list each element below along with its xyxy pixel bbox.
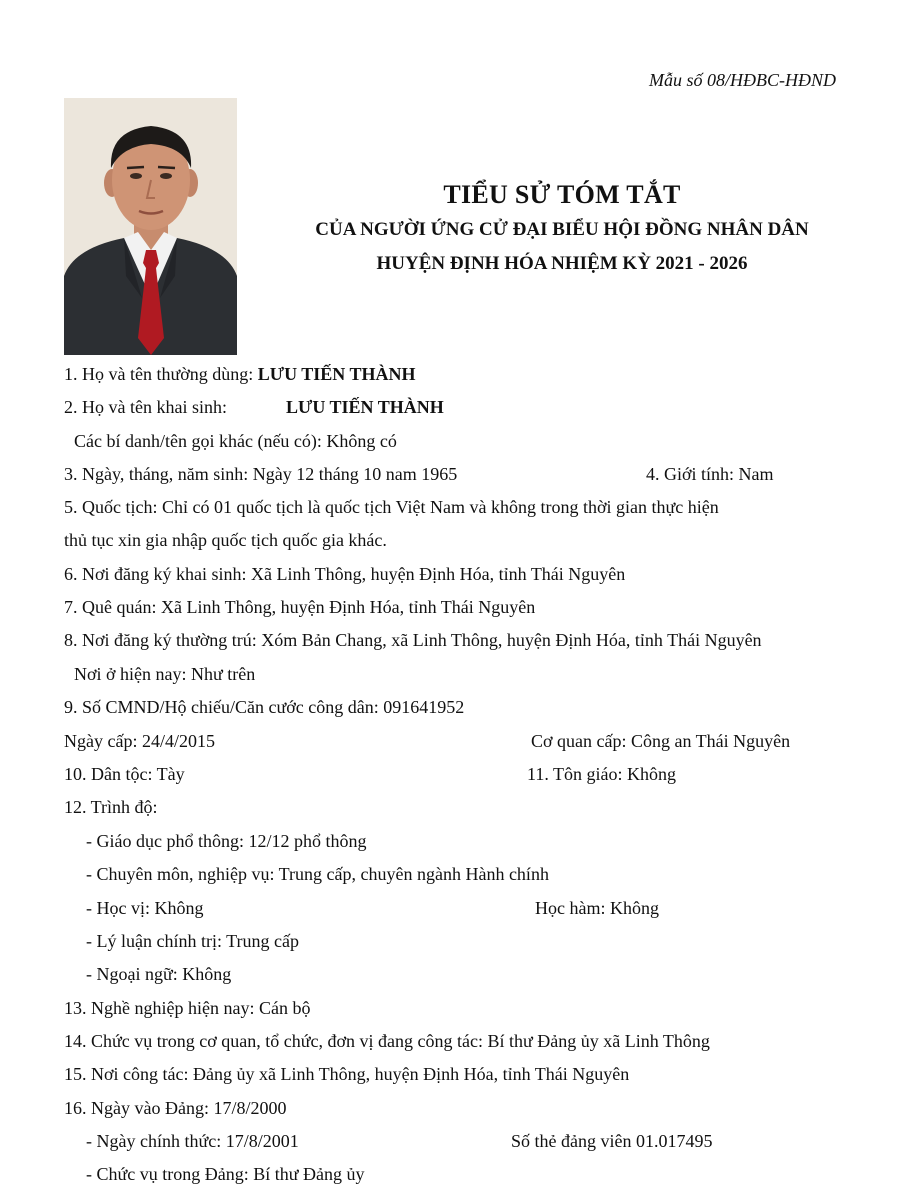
field-gender: 4. Giới tính: Nam — [646, 464, 774, 484]
field-education-heading: 12. Trình độ: — [64, 797, 158, 817]
field-occupation: 13. Nghề nghiệp hiện nay: Cán bộ — [64, 998, 311, 1018]
field-id-issuing-agency: Cơ quan cấp: Công an Thái Nguyên — [531, 731, 791, 751]
field-party-position: - Chức vụ trong Đảng: Bí thư Đảng ủy — [86, 1164, 365, 1184]
field-permanent-residence: 8. Nơi đăng ký thường trú: Xóm Bản Chang, xã Linh Thông, huyện Định Hóa, tỉnh Thái Nguyên — [64, 630, 762, 650]
field-workplace: 15. Nơi công tác: Đảng ủy xã Linh Thông, huyện Định Hóa, tỉnh Thái Nguyên — [64, 1064, 630, 1084]
portrait-photo — [64, 98, 237, 355]
document-subtitle-line2: HUYỆN ĐỊNH HÓA NHIỆM KỲ 2021 - 2026 — [376, 253, 748, 274]
field-party-card-number: Số thẻ đảng viên 01.017495 — [511, 1131, 713, 1151]
field-political-theory: - Lý luận chính trị: Trung cấp — [86, 931, 299, 951]
field-position: 14. Chức vụ trong cơ quan, tổ chức, đơn vị đang công tác: Bí thư Đảng ủy xã Linh Thông — [64, 1031, 710, 1051]
field-nationality-line1: 5. Quốc tịch: Chỉ có 01 quốc tịch là quốc tịch Việt Nam và không trong thời gian thực hiện — [64, 497, 719, 517]
field-date-of-birth: 3. Ngày, tháng, năm sinh: Ngày 12 tháng 10 nam 1965 — [64, 464, 458, 484]
field-id-number: 9. Số CMND/Hộ chiếu/Căn cước công dân: 091641952 — [64, 697, 465, 717]
field-religion: 11. Tôn giáo: Không — [527, 764, 676, 784]
field-alias: Các bí danh/tên gọi khác (nếu có): Không có — [74, 431, 397, 451]
form-code: Mẫu số 08/HĐBC-HĐND — [649, 70, 836, 90]
field-id-issue-date: Ngày cấp: 24/4/2015 — [64, 731, 215, 751]
field-nationality-line2: thủ tục xin gia nhập quốc tịch quốc gia khác. — [64, 530, 387, 550]
field-party-official-date: - Ngày chính thức: 17/8/2001 — [86, 1131, 299, 1151]
field-ethnicity: 10. Dân tộc: Tày — [64, 764, 185, 784]
field-specialty: - Chuyên môn, nghiệp vụ: Trung cấp, chuyên ngành Hành chính — [86, 864, 549, 884]
field-birth-name-value: LƯU TIẾN THÀNH — [286, 397, 444, 417]
field-academic-degree: - Học vị: Không — [86, 898, 204, 918]
field-party-join-date: 16. Ngày vào Đảng: 17/8/2000 — [64, 1098, 287, 1118]
field-birth-registration: 6. Nơi đăng ký khai sinh: Xã Linh Thông, huyện Định Hóa, tỉnh Thái Nguyên — [64, 564, 626, 584]
field-common-name-value: LƯU TIẾN THÀNH — [257, 364, 416, 384]
field-foreign-language: - Ngoại ngữ: Không — [86, 964, 232, 984]
document-subtitle-line1: CỦA NGƯỜI ỨNG CỬ ĐẠI BIỂU HỘI ĐỒNG NHÂN DÂN — [315, 219, 809, 240]
field-birth-name-label: 2. Họ và tên khai sinh: — [64, 397, 227, 417]
field-general-education: - Giáo dục phổ thông: 12/12 phổ thông — [86, 831, 367, 851]
field-current-residence: Nơi ở hiện nay: Như trên — [74, 664, 256, 684]
field-common-name — [64, 364, 415, 385]
field-academic-title: Học hàm: Không — [535, 898, 659, 918]
field-common-name-label: 1. Họ và tên thường dùng: — [64, 364, 258, 384]
document-title: TIỂU SỬ TÓM TẮT — [443, 180, 681, 209]
field-hometown: 7. Quê quán: Xã Linh Thông, huyện Định Hóa, tỉnh Thái Nguyên — [64, 597, 536, 617]
